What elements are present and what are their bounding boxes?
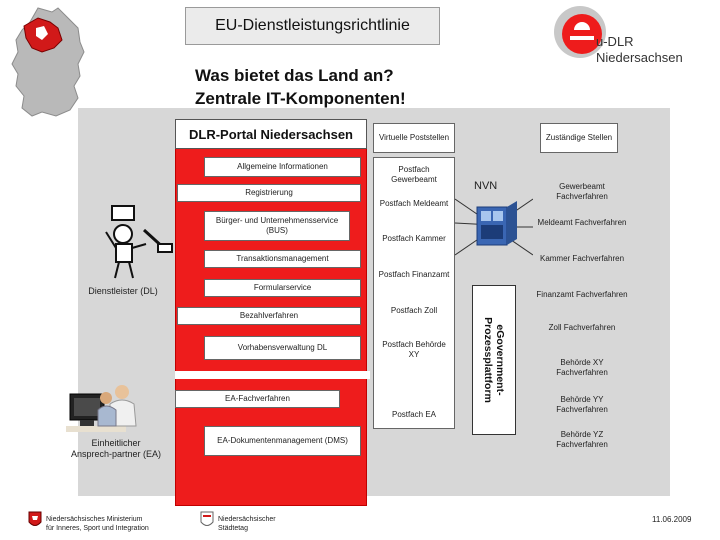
header-bar [185, 7, 440, 45]
stelle-behoerde-xy: Behörde XY Fachverfahren [556, 358, 608, 377]
postfach-kammer: Postfach Kammer [382, 234, 446, 243]
germany-map-icon [8, 6, 90, 118]
poststellen-header: Virtuelle Poststellen [373, 123, 455, 153]
service-ea-fachverfahren: EA-Fachverfahren [175, 390, 340, 408]
footer-staedtetag-line1: Niedersächsischer [218, 516, 276, 523]
network-diagram-icon [455, 193, 533, 263]
actor-dienstleister: Dienstleister (DL) [88, 286, 158, 296]
postfach-finanzamt: Postfach Finanzamt [378, 270, 450, 279]
subtitle-line2: Zentrale IT-Komponenten! [195, 89, 406, 108]
footer-ministry-line1: Niedersächsisches Ministerium [46, 516, 143, 523]
service-bus: Bürger- und Unternehmensservice (BUS) [204, 211, 350, 241]
stelle-gewerbeamt: Gewerbeamt Fachverfahren [556, 182, 608, 201]
poststellen-column [373, 157, 455, 429]
stelle-kammer: Kammer Fachverfahren [539, 254, 625, 263]
stelle-zoll: Zoll Fachverfahren [548, 323, 616, 332]
network-label: NVN [474, 180, 498, 192]
stelle-meldeamt: Meldeamt Fachverfahren [537, 218, 627, 227]
footer-staedtetag [218, 515, 276, 533]
egovernment-platform [472, 285, 516, 435]
stelle-behoerde-yz: Behörde YZ Fachverfahren [556, 430, 608, 449]
service-provider-figure-icon [104, 204, 174, 280]
service-transaktionsmanagement: Transaktionsmanagement [204, 250, 361, 268]
stelle-behoerde-yy: Behörde YY Fachverfahren [556, 395, 608, 414]
footer-date: 11.06.2009 [652, 515, 692, 524]
footer-staedtetag-line2: Städtetag [218, 525, 248, 532]
contact-point-people-icon [66, 380, 148, 438]
stellen-header: Zuständige Stellen [540, 123, 618, 153]
subtitle [195, 64, 406, 110]
postfach-zoll: Postfach Zoll [390, 306, 438, 315]
service-registrierung: Registrierung [177, 184, 361, 202]
service-allgemeine-informationen: Allgemeine Informationen [204, 157, 361, 177]
service-vorhabensverwaltung: Vorhabensverwaltung DL [204, 336, 361, 360]
logo-text-udlr: u-DLR [596, 34, 634, 49]
page-title: EU-Dienstleistungsrichtlinie [215, 17, 410, 34]
portal-divider [175, 371, 370, 379]
footer-ministry-line2: für Inneres, Sport und Integration [46, 525, 149, 532]
subtitle-line1: Was bietet das Land an? [195, 66, 394, 85]
service-bezahlverfahren: Bezahlverfahren [177, 307, 361, 325]
logo-text-niedersachsen: Niedersachsen [596, 50, 683, 65]
actor-einheitlicher-ansprechpartner: Einheitlicher Ansprech-partner (EA) [70, 438, 162, 459]
staedtetag-crest-icon [200, 511, 214, 529]
service-ea-dms: EA-Dokumentenmanagement (DMS) [204, 426, 361, 456]
portal-title: DLR-Portal Niedersachsen [175, 119, 367, 149]
platform-label: eGovernment-Prozessplattform [482, 317, 506, 403]
postfach-meldeamt: Postfach Meldeamt [379, 199, 449, 208]
ministry-crest-icon [28, 511, 42, 529]
stelle-finanzamt: Finanzamt Fachverfahren [536, 290, 628, 299]
postfach-behoerde-xy: Postfach Behörde XY [382, 340, 446, 359]
service-formularservice: Formularservice [204, 279, 361, 297]
footer-ministry [46, 515, 149, 533]
postfach-gewerbeamt: Postfach Gewerbeamt [391, 165, 437, 184]
postfach-ea: Postfach EA [391, 410, 437, 419]
